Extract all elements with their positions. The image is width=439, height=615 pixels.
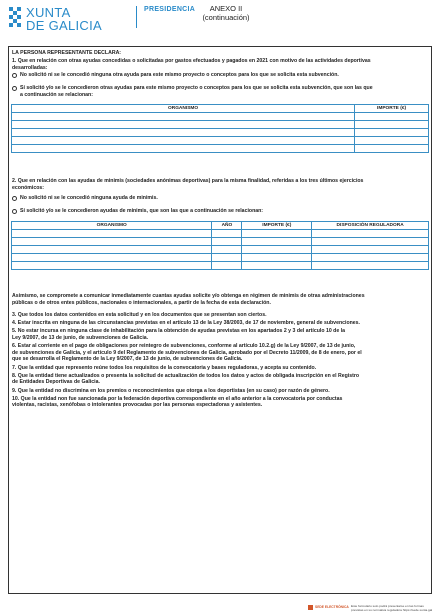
table-row bbox=[12, 262, 429, 270]
list-item-line: 7. Que la entidad que represento reúne todos los requisitos de la convocatoria y bases reguladoras, y acepta su contenido. bbox=[12, 364, 317, 371]
question-1-line2: desarrolladas: bbox=[12, 64, 48, 71]
organismo-cell[interactable] bbox=[12, 246, 212, 254]
importe-cell[interactable] bbox=[242, 246, 312, 254]
list-item-line: 9. Que la entidad no discrimina en los premios o reconocimientos que otorga a los deportistas (en su caso) por razón de género. bbox=[12, 387, 330, 394]
list-item bbox=[12, 320, 430, 327]
question-1-line1: 1. Que en relación con otras ayudas concedidas o solicitadas por gastos efectuados y pagados en 2021 con motivo de las actividades deportivas bbox=[12, 58, 371, 64]
table-row bbox=[12, 113, 429, 121]
commitment-line2: públicas o de otros entes públicos, nacionales o internacionales, a partir de la fecha de esta declaración. bbox=[12, 299, 271, 306]
column-header-ano: AÑO bbox=[212, 222, 242, 230]
list-item-line: 8. Que la entidad tiene actualizados o presenta la solicitud de actualización de todos los datos y actos de obligada inscripción en el Registro bbox=[12, 372, 360, 379]
table-row bbox=[12, 129, 429, 137]
importe-cell[interactable] bbox=[355, 145, 429, 153]
organismo-cell[interactable] bbox=[12, 137, 355, 145]
list-item-line: 5. No estar incursa en ninguna clase de inhabilitación para la obtención de ayudas previstas en los apartados 2 y 3 del artículo 10 de la bbox=[12, 328, 345, 335]
column-header-importe: IMPORTE (€) bbox=[355, 105, 429, 113]
annex-subheading: (continuación) bbox=[202, 13, 250, 22]
list-item bbox=[12, 388, 430, 395]
declaration-items-list bbox=[12, 312, 430, 409]
q2-option-yes-label: Sí solicitó y/o se le concedieron ayudas de minimis, que son las que a continuación se relacionan: bbox=[20, 208, 264, 214]
declaration-heading: LA PERSONA REPRESENTANTE DECLARA: bbox=[12, 50, 122, 56]
table-row bbox=[12, 238, 429, 246]
q1-option-yes-label bbox=[20, 85, 430, 98]
q1-option-no-label: No solicitó ni se le concedió ninguna otra ayuda para este mismo proyecto o conceptos para los que se solicita esta subvención. bbox=[20, 72, 339, 78]
xunta-logo bbox=[8, 4, 138, 34]
ano-cell[interactable] bbox=[212, 246, 242, 254]
importe-cell[interactable] bbox=[355, 137, 429, 145]
list-item-line: 10. Que la entidad non fue sancionada por la federación deportiva correspondiente en el año anterior a la convocatoria por conductas bbox=[12, 395, 343, 402]
disposicion-cell[interactable] bbox=[312, 254, 429, 262]
question-1-text bbox=[12, 58, 430, 71]
annex-heading: ANEXO II bbox=[209, 4, 243, 13]
question-2-text bbox=[12, 178, 430, 191]
importe-cell[interactable] bbox=[355, 129, 429, 137]
commitment-line1: Asimismo, se compromete a comunicar inmediatamente cuantas ayudas solicite y/o obtenga en régimen de minimis de otras administraciones bbox=[12, 293, 365, 299]
list-item-line: 4. Estar inscrita en ninguna de las circunstancias previstas en el artículo 13 de la Ley 38/2003, de 17 de noviembre, general de subvenciones. bbox=[12, 320, 360, 327]
table-header-row bbox=[12, 222, 429, 230]
commitment-text bbox=[12, 293, 430, 306]
importe-cell[interactable] bbox=[242, 230, 312, 238]
logo-text-line2: DE GALICIA bbox=[26, 18, 102, 33]
importe-cell[interactable] bbox=[242, 238, 312, 246]
column-header-organismo: ORGANISMO bbox=[12, 222, 212, 230]
organismo-cell[interactable] bbox=[12, 238, 212, 246]
list-item-line: que se desarrolla el Reglamento de la Ley 9/2007, de 13 de junio, de subvenciones de Galicia. bbox=[12, 356, 243, 363]
q2-option-no-radio[interactable] bbox=[12, 196, 17, 201]
disposicion-cell[interactable] bbox=[312, 262, 429, 270]
organismo-cell[interactable] bbox=[12, 262, 212, 270]
importe-cell[interactable] bbox=[355, 113, 429, 121]
importe-cell[interactable] bbox=[242, 262, 312, 270]
sede-electronica-label[interactable]: SEDE ELECTRÓNICA bbox=[315, 605, 349, 609]
table-row bbox=[12, 230, 429, 238]
annex-title bbox=[186, 4, 266, 22]
q1-option-yes-line2: a continuación se relacionan: bbox=[20, 91, 93, 98]
organismo-cell[interactable] bbox=[12, 121, 355, 129]
importe-cell[interactable] bbox=[242, 254, 312, 262]
list-item bbox=[12, 373, 430, 386]
q1-option-yes-line1: Sí solicitó y/o se le concedieron otras ayudas para este mismo proyecto o conceptos para los que se solicita esta subvención, que son las que bbox=[20, 85, 373, 91]
list-item bbox=[12, 328, 430, 341]
organismo-cell[interactable] bbox=[12, 129, 355, 137]
list-item bbox=[12, 365, 430, 372]
disposicion-cell[interactable] bbox=[312, 230, 429, 238]
table-header-row bbox=[12, 105, 429, 113]
organismo-cell[interactable] bbox=[12, 230, 212, 238]
column-header-disposicion: DISPOSICIÓN REGULADORA bbox=[312, 222, 429, 230]
other-aid-table bbox=[11, 104, 429, 153]
page-header bbox=[8, 4, 432, 34]
list-item bbox=[12, 396, 430, 409]
ano-cell[interactable] bbox=[212, 254, 242, 262]
question-2-line2: económicos: bbox=[12, 184, 44, 191]
list-item bbox=[12, 343, 430, 363]
table-row bbox=[12, 121, 429, 129]
list-item-line: 6. Estar al corriente en el pago de obligaciones por reintegro de subvenciones, conforme al artículo 10.2.g) de la Ley 9/2007, de 13 de junio, bbox=[12, 343, 356, 350]
xunta-shield-icon bbox=[8, 6, 22, 30]
ano-cell[interactable] bbox=[212, 230, 242, 238]
organismo-cell[interactable] bbox=[12, 254, 212, 262]
minimis-aid-table bbox=[11, 221, 429, 270]
disposicion-cell[interactable] bbox=[312, 246, 429, 254]
table-row bbox=[12, 246, 429, 254]
table-row bbox=[12, 254, 429, 262]
list-item-line: violentas, racistas, xenófobas o intolerantes provocadas por las personas espectadoras y asistentes. bbox=[12, 402, 263, 409]
department-label: PRESIDENCIA bbox=[144, 6, 196, 13]
column-header-organismo: ORGANISMO bbox=[12, 105, 355, 113]
ano-cell[interactable] bbox=[212, 238, 242, 246]
q1-option-yes-radio[interactable] bbox=[12, 86, 17, 91]
list-item-line: de subvenciones de Galicia, y el artículo 9 del Reglamento de subvenciones de Galicia, aprobado por el Decreto 11/2009, de 8 de enero, por el bbox=[12, 349, 362, 356]
list-item-line: Ley 9/2007, de 13 de junio, de subvenciones de Galicia. bbox=[12, 334, 149, 341]
organismo-cell[interactable] bbox=[12, 145, 355, 153]
logo-divider bbox=[136, 6, 137, 28]
organismo-cell[interactable] bbox=[12, 113, 355, 121]
question-2-line1: 2. Que en relación con las ayudas de minimis (sociedades anónimas deportivas) para la misma finalidad, referidas a los tres últimos ejercicios bbox=[12, 178, 364, 184]
table-row bbox=[12, 137, 429, 145]
ano-cell[interactable] bbox=[212, 262, 242, 270]
q1-option-no-radio[interactable] bbox=[12, 73, 17, 78]
q2-option-yes-radio[interactable] bbox=[12, 209, 17, 214]
sede-electronica-note: Este formulario solo podrá presentarse en las formas previstas en su normativa reguladora https://sede.xunta.gal bbox=[351, 604, 433, 612]
list-item-line: 3. Que todos los datos contenidos en esta solicitud y en los documentos que se presentan son ciertos. bbox=[12, 312, 267, 318]
logo-text-line1: XUNTA bbox=[26, 5, 71, 20]
importe-cell[interactable] bbox=[355, 121, 429, 129]
disposicion-cell[interactable] bbox=[312, 238, 429, 246]
list-item bbox=[12, 312, 430, 319]
q2-option-no-label: No solicitó ni se le concedió ninguna ayuda de minimis. bbox=[20, 195, 158, 201]
sede-electronica-icon bbox=[308, 605, 313, 610]
list-item-line: de Entidades Deportivas de Galicia. bbox=[12, 379, 100, 386]
column-header-importe: IMPORTE (€) bbox=[242, 222, 312, 230]
table-row bbox=[12, 145, 429, 153]
